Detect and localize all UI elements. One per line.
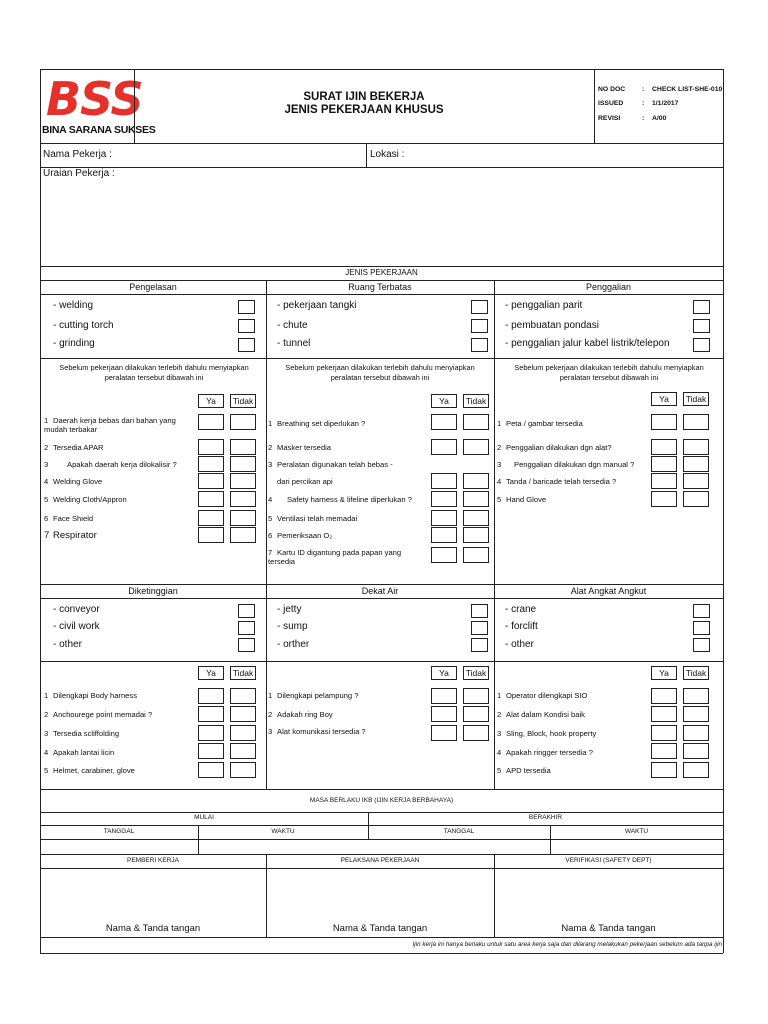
option-label: - penggalian jalur kabel listrik/telepon bbox=[505, 338, 670, 349]
signature-label: Nama & Tanda tangan bbox=[332, 923, 428, 934]
tidak-checkbox[interactable] bbox=[683, 439, 709, 455]
check-item: 5 Ventilasi telah memadai bbox=[268, 514, 358, 523]
check-item: 3 Sling, Block, hook property bbox=[497, 729, 597, 738]
meta-key: NO DOC bbox=[598, 86, 626, 93]
ya-checkbox[interactable] bbox=[198, 456, 224, 472]
option-label: - cutting torch bbox=[53, 320, 114, 331]
check-item: 4 Apakah lantai licin bbox=[44, 748, 115, 757]
tidak-checkbox[interactable] bbox=[463, 706, 489, 722]
meta-key: ISSUED bbox=[598, 100, 624, 107]
tidak-checkbox[interactable] bbox=[230, 706, 256, 722]
section-title: Dekat Air bbox=[361, 586, 399, 596]
section-title: Alat Angkat Angkut bbox=[570, 586, 647, 596]
tidak-header: Tidak bbox=[463, 666, 489, 680]
tidak-checkbox[interactable] bbox=[230, 725, 256, 741]
meta-value: 1/1/2017 bbox=[652, 100, 679, 107]
tidak-checkbox[interactable] bbox=[230, 414, 256, 430]
tidak-checkbox[interactable] bbox=[230, 473, 256, 489]
check-item: 3 Penggalian dilakukan dgn manual ? bbox=[497, 460, 635, 469]
ya-checkbox[interactable] bbox=[431, 473, 457, 489]
tidak-checkbox[interactable] bbox=[683, 414, 709, 430]
option-checkbox[interactable] bbox=[238, 604, 255, 618]
option-checkbox[interactable] bbox=[693, 604, 710, 618]
tidak-checkbox[interactable] bbox=[230, 510, 256, 526]
check-item: 6 Pemeriksaan O₂ bbox=[268, 531, 333, 540]
tidak-checkbox[interactable] bbox=[463, 473, 489, 489]
tidak-checkbox[interactable] bbox=[463, 527, 489, 543]
tidak-checkbox[interactable] bbox=[683, 762, 709, 778]
tidak-checkbox[interactable] bbox=[463, 439, 489, 455]
meta-value: CHECK LIST-SHE-010 bbox=[652, 86, 723, 93]
signature-box-pelaksana[interactable] bbox=[267, 869, 494, 921]
check-item: 5 Welding Cloth/Appron bbox=[44, 495, 127, 504]
ya-header: Ya bbox=[651, 392, 677, 406]
section-title: Penggalian bbox=[585, 282, 632, 292]
signature-box-pemberi[interactable] bbox=[41, 869, 266, 921]
ya-checkbox[interactable] bbox=[198, 473, 224, 489]
signature-header: PELAKSANA PEKERJAAN bbox=[340, 857, 420, 864]
ya-checkbox[interactable] bbox=[431, 688, 457, 704]
tidak-checkbox[interactable] bbox=[463, 688, 489, 704]
section-title-jenis: JENIS PEKERJAAN bbox=[345, 268, 418, 277]
ya-checkbox[interactable] bbox=[651, 743, 677, 759]
validity-title: MASA BERLAKU IKB (IJIN KERJA BERBAHAYA) bbox=[309, 797, 454, 804]
check-item: 7 Kartu ID digantung pada papan yang tersedia bbox=[268, 548, 402, 566]
ya-checkbox[interactable] bbox=[651, 706, 677, 722]
option-checkbox[interactable] bbox=[693, 319, 710, 333]
option-label: - conveyor bbox=[53, 604, 100, 615]
worker-name-field[interactable]: Nama Pekerja : bbox=[43, 149, 112, 160]
check-item: 3 Tersedia scliffolding bbox=[44, 729, 120, 738]
check-item: 5 APD tersedia bbox=[497, 766, 551, 775]
check-item: 1 Dilengkapi pelampung ? bbox=[268, 691, 359, 700]
check-item: 2 Masker tersedia bbox=[268, 443, 332, 452]
tidak-checkbox[interactable] bbox=[683, 456, 709, 472]
check-item: 1 Daerah kerja bebas dari bahan yang mudah terbakar bbox=[44, 416, 176, 434]
check-item: dari percikan api bbox=[277, 477, 333, 486]
tidak-checkbox[interactable] bbox=[230, 688, 256, 704]
tidak-checkbox[interactable] bbox=[463, 491, 489, 507]
ya-header: Ya bbox=[198, 394, 224, 408]
ya-checkbox[interactable] bbox=[651, 473, 677, 489]
option-checkbox[interactable] bbox=[238, 319, 255, 333]
option-checkbox[interactable] bbox=[693, 300, 710, 314]
tidak-checkbox[interactable] bbox=[230, 456, 256, 472]
notice-text: Sebelum pekerjaan dilakukan terlebih dahulu menyiapkan peralatan tersebut dibawah ini bbox=[514, 363, 704, 382]
end-label: BERAKHIR bbox=[528, 814, 563, 821]
ya-checkbox[interactable] bbox=[431, 706, 457, 722]
tidak-checkbox[interactable] bbox=[683, 725, 709, 741]
option-label: - grinding bbox=[53, 338, 95, 349]
option-checkbox[interactable] bbox=[471, 638, 488, 652]
check-item: 5 Hand Glove bbox=[497, 495, 547, 504]
ya-checkbox[interactable] bbox=[431, 510, 457, 526]
tidak-checkbox[interactable] bbox=[683, 743, 709, 759]
signature-header: PEMBERI KERJA bbox=[126, 857, 179, 864]
ya-checkbox[interactable] bbox=[198, 743, 224, 759]
ya-checkbox[interactable] bbox=[198, 510, 224, 526]
signature-label: Nama & Tanda tangan bbox=[561, 923, 656, 934]
tidak-checkbox[interactable] bbox=[463, 510, 489, 526]
check-item: 6 Face Shield bbox=[44, 514, 94, 523]
ya-checkbox[interactable] bbox=[651, 688, 677, 704]
tidak-checkbox[interactable] bbox=[463, 414, 489, 430]
signature-box-verifikasi[interactable] bbox=[495, 869, 723, 921]
ya-checkbox[interactable] bbox=[198, 725, 224, 741]
end-time-header: WAKTU bbox=[624, 828, 649, 835]
tidak-header: Tidak bbox=[230, 666, 256, 680]
tidak-checkbox[interactable] bbox=[683, 688, 709, 704]
ya-checkbox[interactable] bbox=[198, 414, 224, 430]
tidak-checkbox[interactable] bbox=[230, 527, 256, 543]
option-label: - other bbox=[505, 639, 534, 650]
option-checkbox[interactable] bbox=[693, 338, 710, 352]
check-item: 3 Alat komunikasi tersedia ? bbox=[268, 727, 366, 736]
option-label: - sump bbox=[277, 621, 308, 632]
section-title: Pengelasan bbox=[129, 282, 177, 292]
logo-mark: BSS bbox=[46, 72, 143, 126]
option-checkbox[interactable] bbox=[693, 621, 710, 635]
start-label: MULAI bbox=[194, 814, 214, 821]
ya-checkbox[interactable] bbox=[651, 725, 677, 741]
form-title: SURAT IJIN BEKERJA bbox=[303, 91, 425, 103]
ya-checkbox[interactable] bbox=[431, 547, 457, 563]
ya-checkbox[interactable] bbox=[198, 762, 224, 778]
check-item: 1 Peta / gambar tersedia bbox=[497, 419, 583, 428]
section-title: Diketinggian bbox=[128, 586, 178, 596]
option-label: - crane bbox=[505, 604, 537, 615]
tidak-checkbox[interactable] bbox=[463, 725, 489, 741]
form-subtitle: JENIS PEKERJAAN KHUSUS bbox=[284, 104, 444, 116]
check-item: 5 Helmet, carabiner, glove bbox=[44, 766, 135, 775]
section-title: Ruang Terbatas bbox=[348, 282, 412, 292]
notice-text: Sebelum pekerjaan dilakukan terlebih dahulu menyiapkan peralatan tersebut dibawah ini bbox=[285, 363, 475, 382]
option-label: - jetty bbox=[277, 604, 302, 615]
check-item: 1 Dilengkapi Body harness bbox=[44, 691, 138, 700]
meta-value: A/00 bbox=[652, 115, 667, 122]
tidak-header: Tidak bbox=[683, 666, 709, 680]
tidak-header: Tidak bbox=[683, 392, 709, 406]
ya-checkbox[interactable] bbox=[198, 491, 224, 507]
ya-checkbox[interactable] bbox=[198, 688, 224, 704]
tidak-checkbox[interactable] bbox=[230, 491, 256, 507]
tidak-checkbox[interactable] bbox=[683, 706, 709, 722]
start-time-input[interactable] bbox=[199, 840, 368, 853]
ya-checkbox[interactable] bbox=[198, 439, 224, 455]
tidak-checkbox[interactable] bbox=[230, 743, 256, 759]
start-date-header: TANGGAL bbox=[103, 828, 135, 835]
ya-checkbox[interactable] bbox=[431, 414, 457, 430]
tidak-header: Tidak bbox=[463, 394, 489, 408]
ya-header: Ya bbox=[651, 666, 677, 680]
ya-header: Ya bbox=[431, 666, 457, 680]
notice-text: Sebelum pekerjaan dilakukan terlebih dahulu menyiapkan peralatan tersebut dibawah ini bbox=[59, 363, 249, 382]
check-item: 2 Adakah ring Boy bbox=[268, 710, 333, 719]
ya-checkbox[interactable] bbox=[651, 456, 677, 472]
option-checkbox[interactable] bbox=[693, 638, 710, 652]
footer-note: Ijin kerja ini hanya berlaku untuk satu area kerja saja dan dilarang melakukan pekerjaan sebelum ada tanpa ijin bbox=[412, 941, 722, 948]
ya-checkbox[interactable] bbox=[198, 527, 224, 543]
option-checkbox[interactable] bbox=[238, 338, 255, 352]
start-time-header: WAKTU bbox=[271, 828, 295, 835]
company-name: BINA SARANA SUKSES bbox=[42, 124, 156, 136]
option-label: - civil work bbox=[53, 621, 100, 632]
option-checkbox[interactable] bbox=[238, 621, 255, 635]
start-date-input[interactable] bbox=[41, 840, 198, 853]
check-item: 2 Alat dalam Kondisi baik bbox=[497, 710, 585, 719]
check-item: 3 Peralatan digunakan telah bebas - bbox=[268, 460, 393, 469]
ya-header: Ya bbox=[431, 394, 457, 408]
check-item: 4 Tanda / baricade telah tersedia ? bbox=[497, 477, 617, 486]
end-date-input[interactable] bbox=[369, 840, 550, 853]
tidak-checkbox[interactable] bbox=[230, 762, 256, 778]
check-item: 2 Penggalian dilakukan dgn alat? bbox=[497, 443, 612, 452]
option-label: - penggalian parit bbox=[505, 300, 583, 311]
option-label: - welding bbox=[53, 300, 94, 311]
tidak-checkbox[interactable] bbox=[230, 439, 256, 455]
option-checkbox[interactable] bbox=[471, 338, 488, 352]
option-checkbox[interactable] bbox=[471, 604, 488, 618]
option-label: - orther bbox=[277, 639, 310, 650]
end-time-input[interactable] bbox=[551, 840, 723, 853]
location-field[interactable]: Lokasi : bbox=[370, 149, 405, 160]
ya-checkbox[interactable] bbox=[198, 706, 224, 722]
option-label: - pembuatan pondasi bbox=[505, 320, 599, 331]
ya-checkbox[interactable] bbox=[651, 414, 677, 430]
check-item: 3 Apakah daerah kerja dilokalisir ? bbox=[44, 460, 177, 469]
option-checkbox[interactable] bbox=[238, 638, 255, 652]
signature-label: Nama & Tanda tangan bbox=[105, 923, 201, 934]
check-item: 1 Breathing set diperlukan ? bbox=[268, 419, 366, 428]
option-checkbox[interactable] bbox=[471, 319, 488, 333]
ya-checkbox[interactable] bbox=[651, 439, 677, 455]
check-item: 1 Operator dilengkapi SIO bbox=[497, 691, 588, 700]
check-item: 4 Apakah ringger tersedia ? bbox=[497, 748, 593, 757]
ya-checkbox[interactable] bbox=[431, 527, 457, 543]
ya-checkbox[interactable] bbox=[431, 439, 457, 455]
check-item: 4 Safety harness & lifeline diperlukan ? bbox=[268, 495, 412, 504]
ya-header: Ya bbox=[198, 666, 224, 680]
option-checkbox[interactable] bbox=[238, 300, 255, 314]
check-item: 4 Welding Glove bbox=[44, 477, 103, 486]
ya-checkbox[interactable] bbox=[431, 725, 457, 741]
option-checkbox[interactable] bbox=[471, 621, 488, 635]
ya-checkbox[interactable] bbox=[651, 762, 677, 778]
check-item: 7 Respirator bbox=[44, 530, 97, 541]
option-label: - tunnel bbox=[277, 338, 311, 349]
ya-checkbox[interactable] bbox=[651, 491, 677, 507]
meta-key: REVISI bbox=[598, 115, 621, 122]
tidak-header: Tidak bbox=[230, 394, 256, 408]
check-item: 2 Tersedia APAR bbox=[44, 443, 104, 452]
check-item: 2 Anchourege point memadai ? bbox=[44, 710, 153, 719]
option-label: - forclift bbox=[505, 621, 538, 632]
tidak-checkbox[interactable] bbox=[463, 547, 489, 563]
tidak-checkbox[interactable] bbox=[683, 491, 709, 507]
option-label: - pekerjaan tangki bbox=[277, 300, 357, 311]
tidak-checkbox[interactable] bbox=[683, 473, 709, 489]
option-label: - other bbox=[53, 639, 82, 650]
option-label: - chute bbox=[277, 320, 308, 331]
signature-header: VERIFIKASI (SAFETY DEPT) bbox=[565, 857, 652, 864]
end-date-header: TANGGAL bbox=[443, 828, 475, 835]
option-checkbox[interactable] bbox=[471, 300, 488, 314]
ya-checkbox[interactable] bbox=[431, 491, 457, 507]
work-description-field[interactable]: Uraian Pekerja : bbox=[43, 168, 115, 179]
